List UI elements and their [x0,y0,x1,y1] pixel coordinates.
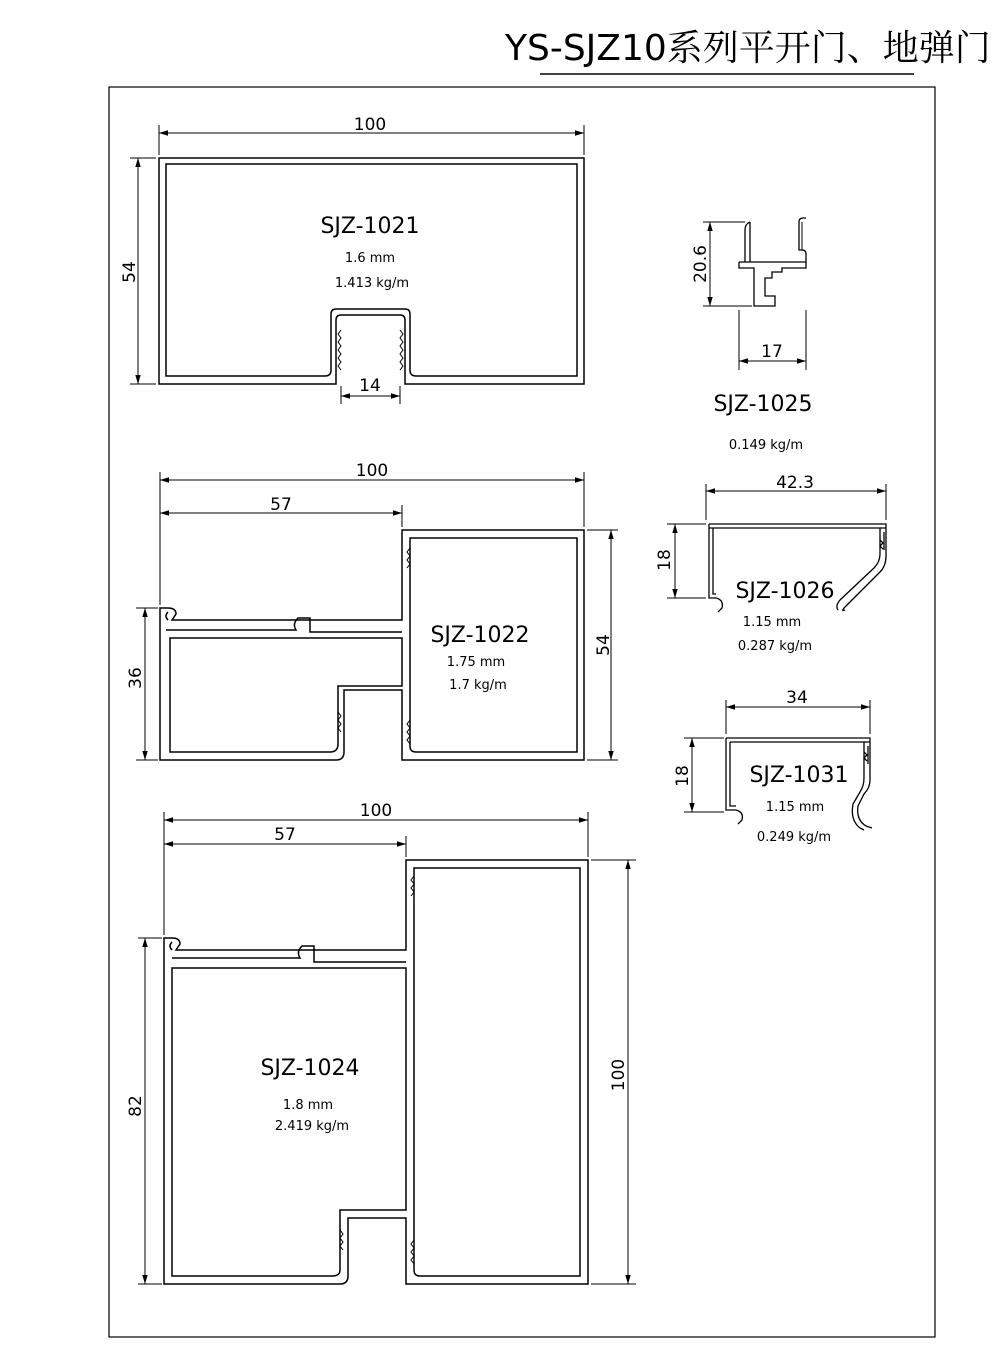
profile-1024-outer [164,860,588,1284]
profile-1024-thickness: 1.8 mm [282,1098,334,1113]
dims-1031 [684,700,870,812]
profile-1024-code: SJZ-1024 [260,1056,360,1081]
dim-1024-left-height: 82 [126,1095,146,1117]
profile-1026-weight: 0.287 kg/m [737,639,813,654]
dim-1025-height: 20.6 [691,245,711,283]
profile-1021-inner [166,164,577,376]
profile-1031-thickness: 1.15 mm [765,800,825,815]
profile-1022-code: SJZ-1022 [430,623,530,648]
dim-1031-height: 18 [673,765,693,787]
profile-1021-serration [338,330,403,370]
drawing-frame [109,87,935,1337]
dim-1021-width: 100 [353,115,387,135]
profile-1026-thickness: 1.15 mm [742,615,802,630]
dim-1031-width: 34 [786,688,808,708]
dim-1026-width: 42.3 [776,473,814,493]
sheet-title: YS-SJZ10系列平开门、地弹门 [505,28,991,69]
dim-1021-height: 54 [120,261,140,283]
profile-1022-lower-cavity [170,638,402,752]
profile-1022-weight: 1.7 kg/m [449,678,507,693]
dim-1022-step: 57 [270,495,292,515]
profile-1024-right-cavity [414,868,580,1276]
profile-1021-thickness: 1.6 mm [344,251,396,266]
dim-1022-left-height: 36 [126,667,146,689]
dim-1024-right-height: 100 [609,1058,629,1092]
profile-sjz-1025 [739,218,806,306]
profile-1031-weight: 0.249 kg/m [756,830,832,845]
dim-1024-step: 57 [274,825,296,845]
profile-1021-code: SJZ-1021 [320,214,420,239]
dim-1022-width: 100 [355,461,389,481]
dim-1025-width: 17 [761,342,783,362]
dim-1022-right-height: 54 [594,634,614,656]
profile-1025-weight: 0.149 kg/m [728,438,804,453]
profile-1022-thickness: 1.75 mm [446,655,506,670]
dim-1024-width: 100 [359,801,393,821]
profile-sjz-1024 [164,860,588,1284]
dims-1024 [138,812,636,1284]
profile-1025-code: SJZ-1025 [713,392,813,417]
dim-1026-height: 18 [655,549,675,571]
profile-1021-outer [159,158,584,384]
dim-1021-slot: 14 [359,376,381,396]
profile-1026-code: SJZ-1026 [735,579,835,604]
profile-1021-weight: 1.413 kg/m [334,276,410,291]
profile-1024-weight: 2.419 kg/m [274,1119,350,1134]
profile-sjz-1021 [159,158,584,384]
dims-1022 [136,472,618,760]
profile-1031-code: SJZ-1031 [749,763,849,788]
